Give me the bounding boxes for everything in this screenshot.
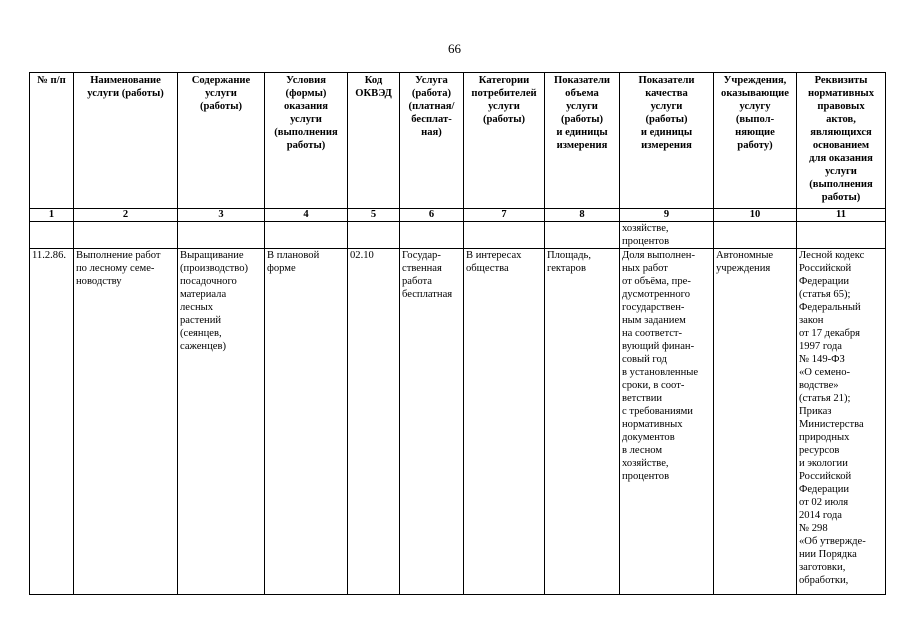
column-number: 4	[265, 209, 348, 222]
okved-code-cell: 02.10	[348, 249, 400, 595]
header-cell-institutions: Учреждения, оказывающие услугу (выпол- няющие работу)	[714, 73, 797, 209]
institution-cell: Автономные учреждения	[714, 249, 797, 595]
column-number: 3	[178, 209, 265, 222]
header-row	[30, 73, 886, 209]
continuation-row	[30, 222, 886, 249]
header-cell-consumer-categories: Категории потребителей услуги (работы)	[464, 73, 545, 209]
quality-indicator-continuation: хозяйстве, процентов	[620, 222, 714, 249]
service-name-cell: Выполнение работ по лесному семе- новодству	[74, 249, 178, 595]
service-content-cell: Выращивание (производство) посадочного материала лесных растений (сеянцев, саженцев)	[178, 249, 265, 595]
table-cell	[178, 222, 265, 249]
page-number: 66	[448, 41, 461, 56]
quality-indicator-cell: Доля выполнен- ных работ от объёма, пре- дусмотренного государствен- ным заданием на соответст- вующий финан- совый год в установленные сроки, в соот- ветствии с требованиями нормативных документов в лесном хозяйстве, процентов	[620, 249, 714, 595]
header-cell-service-name: Наименование услуги (работы)	[74, 73, 178, 209]
header-cell-number: № п/п	[30, 73, 74, 209]
table-cell	[400, 222, 464, 249]
conditions-cell: В плановой форме	[265, 249, 348, 595]
column-number: 9	[620, 209, 714, 222]
column-number: 7	[464, 209, 545, 222]
legal-acts-cell: Лесной кодекс Российской Федерации (статья 65); Федеральный закон от 17 декабря 1997 года № 149-ФЗ «О семено- водстве» (статья 21); Приказ Министерства природных ресурсов и экологии Российской Федерации от 02 июля 2014 года № 298 «Об утвержде- нии Порядка заготовки, обработки,	[797, 249, 886, 595]
column-number: 8	[545, 209, 620, 222]
table-cell	[464, 222, 545, 249]
header-cell-conditions: Условия (формы) оказания услуги (выполнения работы)	[265, 73, 348, 209]
services-table	[29, 72, 886, 595]
table-cell	[74, 222, 178, 249]
table-cell	[265, 222, 348, 249]
column-number: 5	[348, 209, 400, 222]
table-row	[30, 249, 886, 595]
header-cell-paid-free: Услуга (работа) (платная/ бесплат- ная)	[400, 73, 464, 209]
column-number: 11	[797, 209, 886, 222]
header-cell-service-content: Содержание услуги (работы)	[178, 73, 265, 209]
table-cell	[797, 222, 886, 249]
column-number: 1	[30, 209, 74, 222]
header-cell-okved-code: Код ОКВЭД	[348, 73, 400, 209]
column-number: 10	[714, 209, 797, 222]
row-number-cell: 11.2.86.	[30, 249, 74, 595]
table-cell	[545, 222, 620, 249]
table-cell	[348, 222, 400, 249]
consumer-category-cell: В интересах общества	[464, 249, 545, 595]
table-cell	[30, 222, 74, 249]
table-cell	[714, 222, 797, 249]
header-cell-volume-indicators: Показатели объема услуги (работы) и единицы измерения	[545, 73, 620, 209]
volume-indicator-cell: Площадь, гектаров	[545, 249, 620, 595]
column-number: 6	[400, 209, 464, 222]
column-number: 2	[74, 209, 178, 222]
column-number-row	[30, 209, 886, 222]
header-cell-quality-indicators: Показатели качества услуги (работы) и единицы измерения	[620, 73, 714, 209]
paid-free-cell: Государ- ственная работа бесплатная	[400, 249, 464, 595]
header-cell-legal-acts: Реквизиты нормативных правовых актов, являющихся основанием для оказания услуги (выполнения работы)	[797, 73, 886, 209]
